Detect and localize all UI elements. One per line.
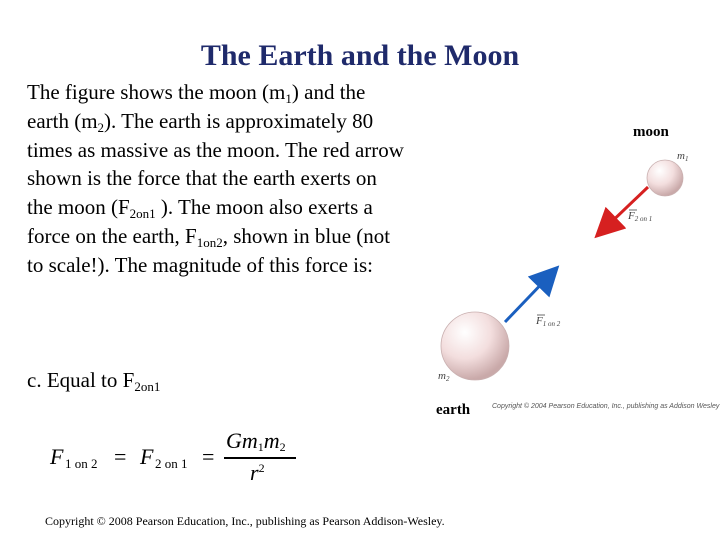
force-on-moon-arrow xyxy=(603,187,648,230)
f2on1-label: $F_{2 on 1}$ xyxy=(628,210,653,223)
moon-label: moon xyxy=(633,124,669,140)
f1on2-label: $F_{1 on 2}$ xyxy=(536,315,561,328)
answer-choice: c. Equal to $F_{2on1}$ xyxy=(27,368,161,394)
gravity-equation xyxy=(50,428,310,488)
eq-lhs-f: F xyxy=(50,444,64,469)
earth-label: earth xyxy=(436,402,471,418)
eq-equals-1: = xyxy=(114,444,127,469)
m1-label: $m_1$ xyxy=(677,150,689,163)
eq-fraction-bar xyxy=(224,457,296,459)
slide-title: The Earth and the Moon xyxy=(200,39,520,72)
eq-denominator: $r^2$ xyxy=(250,460,265,485)
earth-sphere xyxy=(441,312,509,380)
eq-mid-f: F xyxy=(140,444,154,469)
eq-numerator: $Gm_1m_2$ xyxy=(226,428,286,454)
figure-credit: Copyright © 2004 Pearson Education, Inc., publishing as Addison Wesley xyxy=(492,403,720,410)
eq-mid-sub: 2 on 1 xyxy=(155,456,188,471)
problem-text: The figure shows the moon $(m_1)$ and the earth $(m_2)$. The earth is approximately 80 times as massive as the moon. The red arrow shown is the force that the earth exerts on the moon ($F_{2on1}$ ). The moon also exerts a force on the earth, $F_{1on2}$, shown in blue (not to scale!). The magnitude of this force is: xyxy=(27,80,404,277)
eq-lhs-sub: 1 on 2 xyxy=(65,456,98,471)
eq-equals-2: = xyxy=(202,444,215,469)
copyright-notice: Copyright © 2008 Pearson Education, Inc., publishing as Pearson Addison-Wesley. xyxy=(45,514,445,528)
m2-label: $m_2$ xyxy=(438,370,450,383)
moon-sphere xyxy=(647,160,683,196)
